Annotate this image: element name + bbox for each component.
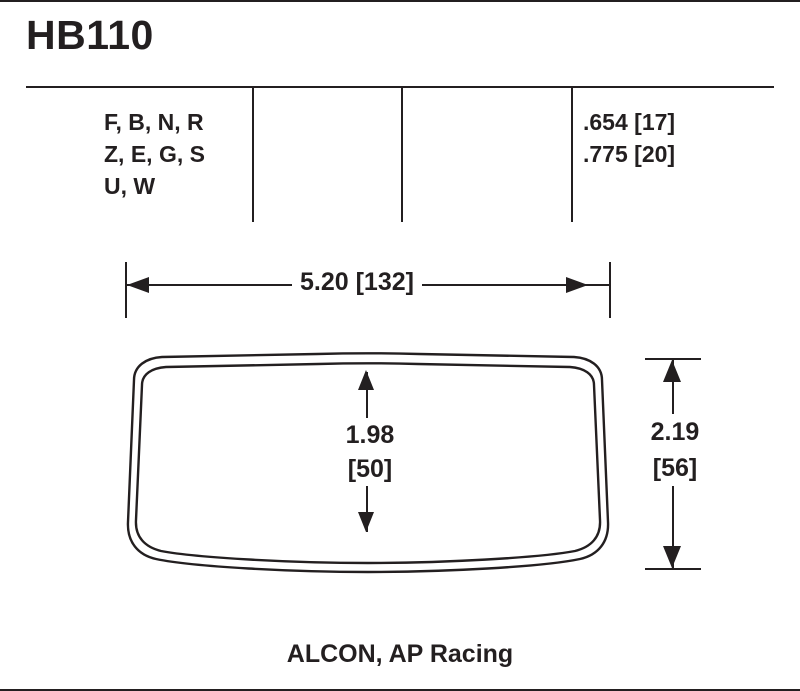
height-label [632, 414, 718, 486]
width-dimension-label: 5.20 [132] [292, 268, 422, 297]
thickness-row: .654 [17] [583, 109, 676, 135]
inner-height-inches: 1.98 [345, 421, 395, 449]
compound-codes-row: F, B, N, R [104, 109, 204, 135]
part-number: HB110 [26, 12, 154, 58]
arrow-right-icon [566, 277, 588, 293]
arrow-up-icon [358, 370, 374, 390]
application-caption: ALCON, AP Racing [286, 640, 514, 668]
height-mm: [56] [652, 454, 698, 482]
arrow-down-icon [663, 546, 681, 568]
compound-codes-row: Z, E, G, S [104, 141, 205, 167]
arrow-up-icon [663, 360, 681, 382]
arrow-left-icon [127, 277, 149, 293]
table-divider-3 [571, 88, 573, 222]
compound-codes-row: U, W [104, 173, 156, 199]
table-divider-1 [252, 88, 254, 222]
thickness-row: .775 [20] [583, 141, 676, 167]
compound-codes-column [104, 106, 205, 202]
inner-height-label [322, 418, 418, 486]
arrow-down-icon [358, 512, 374, 532]
inner-height-mm: [50] [347, 455, 393, 483]
top-border-rule [0, 0, 800, 2]
width-extension-line-right [609, 262, 611, 318]
thickness-column [583, 106, 675, 170]
height-extension-line-bottom [645, 568, 701, 570]
header-divider-rule [26, 86, 774, 88]
table-divider-2 [401, 88, 403, 222]
height-inches: 2.19 [650, 418, 700, 446]
